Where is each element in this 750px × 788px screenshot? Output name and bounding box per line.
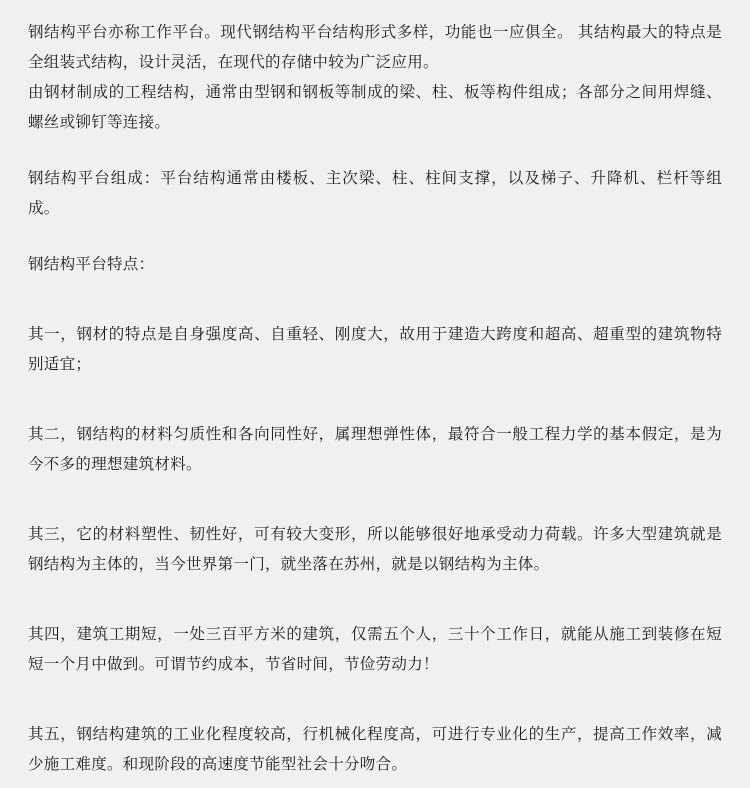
paragraph-feature-5: 其五，钢结构建筑的工业化程度较高，行机械化程度高，可进行专业化的生产，提高工作效率，减少施工难度。和现阶段的高速度节能型社会十分吻合。 (28, 726, 722, 773)
spacer (28, 580, 722, 620)
paragraph-intro-1: 钢结构平台亦称工作平台。现代钢结构平台结构形式多样，功能也一应俱全。 其结构最大的特点是全组装式结构，设计灵活，在现代的存储中较为广泛应用。 (28, 24, 722, 71)
paragraph-feature-3: 其三，它的材料塑性、韧性好，可有较大变形，所以能够很好地承受动力荷载。许多大型建筑就是钢结构为主体的，当今世界第一门，就坐落在苏州，就是以钢结构为主体。 (28, 526, 722, 573)
spacer (28, 480, 722, 520)
spacer (28, 138, 722, 164)
spacer (28, 680, 722, 720)
paragraph-feature-1: 其一，钢材的特点是自身强度高、自重轻、刚度大，故用于建造大跨度和超高、超重型的建筑物特别适宜； (28, 326, 722, 373)
paragraph-features-title: 钢结构平台特点： (28, 256, 155, 273)
paragraph-feature-4: 其四，建筑工期短，一处三百平方米的建筑，仅需五个人，三十个工作日，就能从施工到装修在短短一个月中做到。可谓节约成本，节省时间，节俭劳动力！ (28, 626, 722, 673)
paragraph-intro-2: 由钢材制成的工程结构，通常由型钢和钢板等制成的梁、柱、板等构件组成；各部分之间用焊缝、螺丝或铆钉等连接。 (28, 84, 722, 131)
paragraph-feature-2: 其二，钢结构的材料匀质性和各向同性好，属理想弹性体，最符合一般工程力学的基本假定，是为今不多的理想建筑材料。 (28, 426, 722, 473)
spacer (28, 380, 722, 420)
spacer (28, 280, 722, 320)
spacer (28, 224, 722, 250)
paragraph-composition: 钢结构平台组成：平台结构通常由楼板、主次梁、柱、柱间支撑，以及梯子、升降机、栏杆等组成。 (28, 170, 722, 217)
